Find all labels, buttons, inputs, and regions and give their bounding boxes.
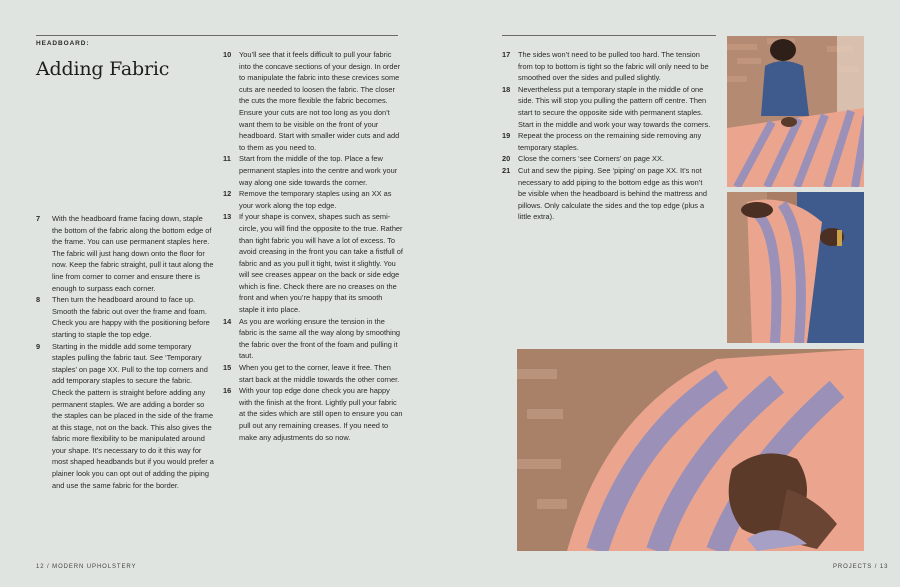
step-item [36, 294, 214, 340]
step-text: You’ll see that it feels difficult to pull your fabric into the concave sections of your design. In order to manipulate the fabric into these crevices some cuts are needed to loosen the fabric. The closer the cuts the more flexible the fabric becomes. Ensure your cuts are not too long as you don’t want them to be visible on the front of your headboard. Start with smaller wider cuts and add to them as you need to. [239, 50, 401, 152]
step-number: 9 [36, 341, 41, 351]
page-title: Adding Fabric [36, 58, 170, 80]
steps-column-1 [36, 213, 214, 491]
step-item [223, 385, 403, 443]
step-number: 8 [36, 295, 41, 305]
right-page [450, 0, 900, 587]
step-text: The sides won’t need to be pulled too hard. The tension from top to bottom is tight so the fabric will only need to be smoothed over the sides and pulled slightly. [518, 50, 709, 83]
step-number: 17 [502, 50, 511, 59]
step-text: Repeat the process on the remaining side removing any temporary staples. [518, 131, 702, 152]
step-text: Starting in the middle add some temporary staples pulling the fabric taut. See ‘Temporary staples’ on page XX. Pull to the top corners and add temporary staples to secure the fabric. Check the pattern is straight before adding any permanent staples. We are adding a border so the staples can be placed in the side of the frame at this stage, not on the back. This also gives the fabric more flexibility to be manipulated around your shape. It’s necessary to do it this way for most shaped headbands but if you would prefer a plainer look you can opt out of adding the piping and use the same fabric for the border. [52, 341, 214, 490]
section-label: HEADBOARD: [36, 40, 90, 47]
photo-pulling-fabric-over-frame [727, 192, 864, 343]
steps-column-2 [223, 49, 403, 443]
step-text: When you get to the corner, leave it free. Then start back at the middle towards the other corner. [239, 363, 400, 384]
step-text: With the headboard frame facing down, staple the bottom of the fabric along the bottom edge of the frame. You can use permanent staples here. The fabric will just hang down onto the floor for now. Keep the fabric straight, pull it taut along the line from corner to corner and ensure there is enough to surpass each corner. [52, 214, 214, 293]
step-number: 18 [502, 84, 511, 94]
step-text: Start from the middle of the top. Place a few permanent staples into the centre and work your way along one side towards the corner. [239, 154, 398, 187]
left-footer: 12 / MODERN UPHOLSTERY [36, 564, 137, 570]
right-footer: PROJECTS / 13 [833, 564, 889, 570]
step-item [223, 188, 403, 211]
step-number: 11 [223, 154, 231, 164]
step-item [36, 341, 214, 492]
step-item [502, 84, 712, 130]
step-item [502, 165, 712, 223]
step-number: 16 [223, 386, 232, 396]
step-number: 15 [223, 363, 232, 373]
step-number: 10 [223, 50, 232, 59]
photo-twisting-fabric-closeup [517, 349, 864, 551]
step-number: 14 [223, 316, 232, 326]
step-text: Close the corners ‘see Corners’ on page XX. [518, 154, 664, 164]
step-number: 13 [223, 212, 232, 222]
step-text: Then turn the headboard around to face up. Smooth the fabric out over the frame and foam. Check you are happy with the positioning before starting to staple the top edge. [52, 295, 210, 339]
step-text: Nevertheless put a temporary staple in the middle of one side. This will stop you pulling the pattern off centre. Then start to secure the opposite side with permanent staples. Start in the middle and work your way towards the corners. [518, 84, 711, 129]
steps-column-3 [502, 49, 712, 223]
step-item [223, 49, 403, 153]
step-item [223, 153, 403, 188]
step-item [502, 130, 712, 153]
step-number: 21 [502, 165, 511, 175]
step-text: Cut and sew the piping. See ‘piping’ on page XX. It’s not necessary to add piping to the bottom edge as this won’t be visible when the headboard is behind the mattress and pillows. Only calculate the sides and the top edge (plus a little extra). [518, 165, 707, 222]
step-item [502, 49, 712, 84]
step-text: If your shape is convex, shapes such as semi-circle, you will find the opposite to the true. Rather than tight fabric you will have a lot of excess. To avoid creasing in the front you can take a fistfull of fabric and as you pull it tight, twist it slightly. You will see creases appear on the back or side edge which is fine. Check there are no creases on the front and when you’re happy that its smooth staple it into place. [239, 212, 403, 315]
step-number: 19 [502, 131, 511, 141]
step-text: Remove the temporary staples using an XX as your work along the top edge. [239, 189, 392, 210]
step-number: 20 [502, 154, 511, 164]
step-item [36, 213, 214, 294]
step-text: As you are working ensure the tension in the fabric is the same all the way along by smoothing the fabric over the front of the foam and pulling it taut. [239, 316, 401, 361]
step-text: With your top edge done check you are happy with the finish at the front. Lightly pull your fabric at the sides which are still open to ensure you can pull out any remaining creases. If you need to make any adjustments do so now. [239, 386, 403, 442]
photo-woman-smoothing-fabric [727, 36, 864, 187]
step-item [502, 153, 712, 165]
step-item [223, 362, 403, 385]
step-number: 12 [223, 189, 232, 199]
top-rule [36, 35, 398, 36]
step-item [223, 316, 403, 362]
step-item [223, 211, 403, 315]
top-rule-right [502, 35, 716, 36]
step-number: 7 [36, 214, 41, 223]
